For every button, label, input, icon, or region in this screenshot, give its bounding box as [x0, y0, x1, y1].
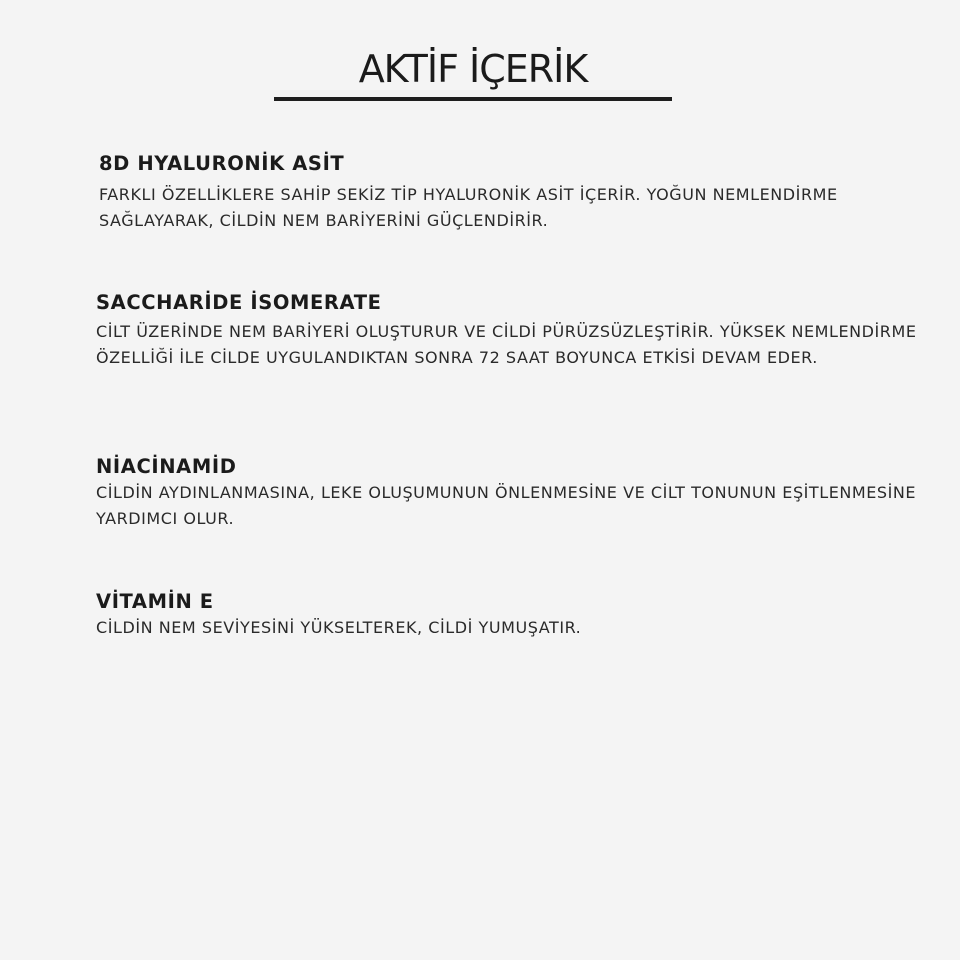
ingredient-description: CİLDİN NEM SEVİYESİNİ YÜKSELTEREK, CİLDİ YUMUŞATIR.	[96, 618, 582, 637]
ingredient-description: CİLT ÜZERİNDE NEM BARİYERİ OLUŞTURUR VE CİLDİ PÜRÜZSÜZLEŞTİRİR. YÜKSEK NEMLENDİRME ÖZELLİĞİ İLE CİLDE UYGULANDIKTAN SONRA 72 SAAT BOYUNCA ETKİSİ DEVAM EDER.	[96, 322, 917, 367]
title-underline	[274, 97, 672, 101]
ingredient-saccharide-isomerate	[96, 290, 926, 371]
ingredient-description: CİLDİN AYDINLANMASINA, LEKE OLUŞUMUNUN ÖNLENMESİNE VE CİLT TONUNUN EŞİTLENMESİNE YARDIMCI OLUR.	[96, 483, 917, 528]
ingredient-hyaluronic-acid	[99, 151, 919, 234]
ingredient-name: NİACİNAMİD	[96, 455, 237, 478]
ingredient-name: VİTAMİN E	[96, 590, 214, 613]
ingredient-vitamin-e	[96, 589, 926, 641]
ingredient-name: SACCHARİDE İSOMERATE	[96, 291, 382, 314]
ingredient-name: 8D HYALURONİK ASİT	[99, 152, 345, 175]
page-title: AKTİF İÇERİK	[358, 47, 588, 91]
ingredient-niacinamide	[96, 454, 926, 532]
ingredient-description: FARKLI ÖZELLİKLERE SAHİP SEKİZ TİP HYALURONİK ASİT İÇERİR. YOĞUN NEMLENDİRME SAĞLAYARAK, CİLDİN NEM BARİYERİNİ GÜÇLENDİRİR.	[99, 185, 838, 230]
